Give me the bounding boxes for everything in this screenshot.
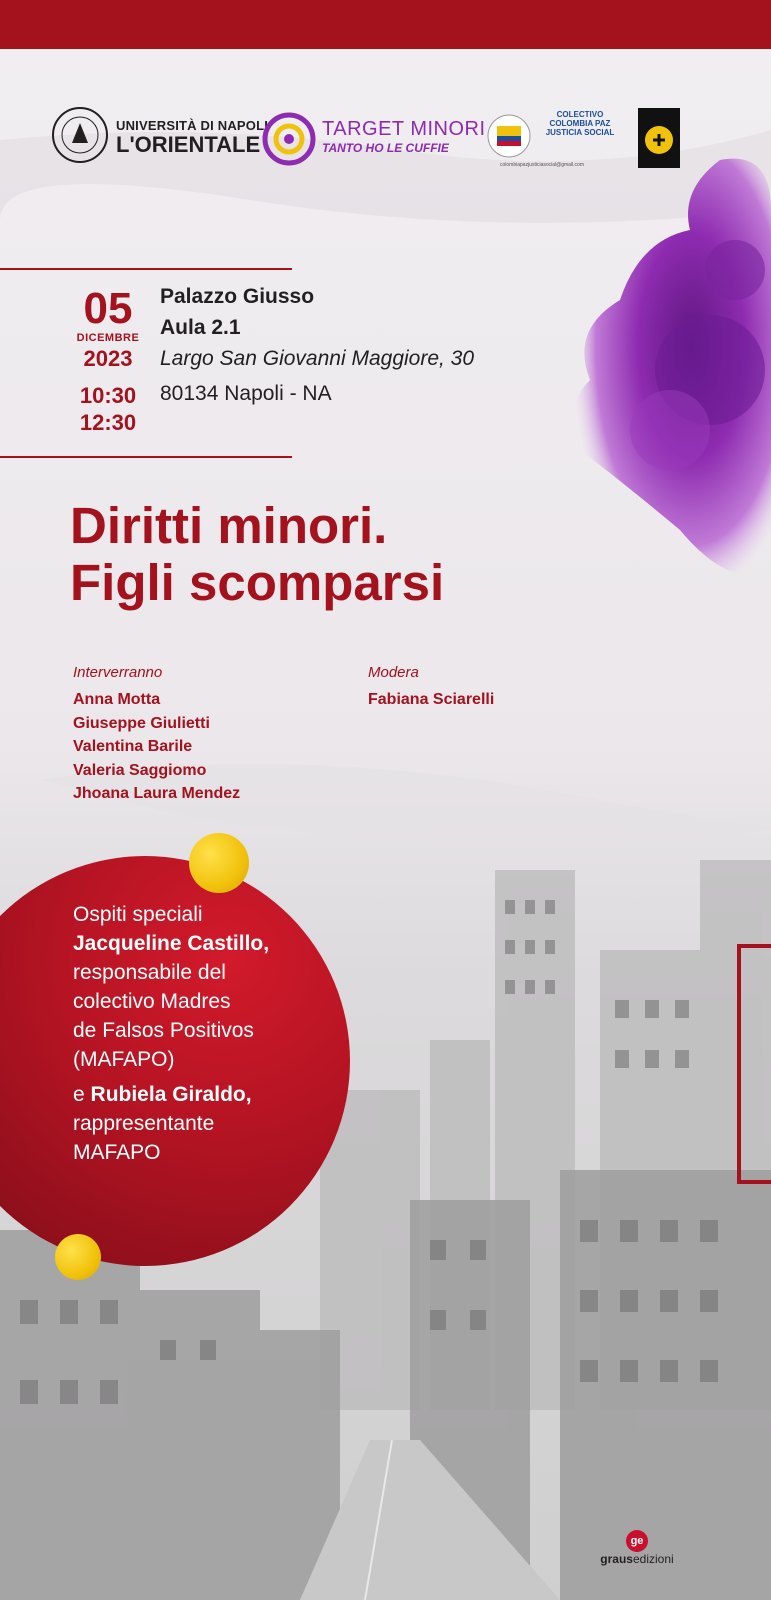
divider-top — [0, 268, 292, 270]
yellow-dot-bottom — [55, 1234, 101, 1280]
yellow-dot-top — [189, 833, 249, 893]
target-minori-icon — [262, 112, 316, 166]
guest2-line — [73, 1080, 333, 1109]
moderator-label: Modera — [368, 664, 419, 681]
event-address: Largo San Giovanni Maggiore, 30 — [160, 347, 475, 370]
event-day: 05 — [83, 284, 133, 333]
partner-logos — [0, 100, 771, 180]
target-minori-text — [322, 118, 486, 155]
guests-text — [73, 900, 333, 1167]
guest1-role: (MAFAPO) — [73, 1048, 175, 1071]
publisher-name: grausedizioni — [600, 1552, 674, 1566]
colectivo-line3: JUSTICIA SOCIAL — [545, 128, 615, 137]
target-line1: TARGET MINORI — [322, 118, 486, 140]
publisher-mark-icon: ge — [626, 1530, 648, 1552]
speakers-list — [73, 688, 240, 806]
orientale-logo-text — [116, 118, 268, 157]
guest1-name: Jacqueline Castillo, — [73, 932, 270, 955]
speaker-name: Valentina Barile — [73, 738, 193, 755]
orientale-line1: UNIVERSITÀ DI NAPOLI — [116, 118, 269, 133]
speaker-name: Jhoana Laura Mendez — [73, 785, 241, 802]
guests-intro: Ospiti speciali — [73, 903, 203, 926]
event-title — [70, 497, 444, 611]
speaker-name: Anna Motta — [73, 691, 161, 708]
guest2-role: rappresentante — [73, 1112, 215, 1135]
purple-ink-splash — [560, 150, 771, 600]
event-city: 80134 Napoli - NA — [160, 382, 332, 405]
guest2-name: Rubiela Giraldo, — [90, 1083, 252, 1106]
speaker-name: Giuseppe Giulietti — [73, 714, 210, 732]
title-line2: Figli scomparsi — [70, 554, 445, 611]
colectivo-text — [540, 110, 620, 137]
moderator-name: Fabiana Sciarelli — [368, 691, 495, 708]
event-time-start: 10:30 — [79, 383, 137, 408]
guest-conj: e — [73, 1083, 85, 1106]
event-time-end: 12:30 — [79, 410, 137, 435]
publisher-logo — [592, 1530, 682, 1566]
orientale-line2: L'ORIENTALE — [116, 132, 261, 157]
colectivo-line2: COLOMBIA PAZ — [549, 119, 611, 128]
guest2-role: MAFAPO — [73, 1141, 161, 1164]
event-room: Aula 2.1 — [160, 316, 241, 339]
guest1-role: de Falsos Positivos — [73, 1019, 254, 1042]
divider-bottom — [0, 456, 292, 458]
red-frame-accent — [737, 944, 771, 1184]
guest1-role: responsabile del — [73, 961, 226, 984]
title-line1: Diritti minori. — [70, 497, 388, 554]
event-year: 2023 — [83, 346, 133, 371]
event-month: DICEMBRE — [76, 332, 140, 344]
colectivo-line1: COLECTIVO — [556, 110, 604, 119]
guest1-role: colectivo Madres — [73, 990, 231, 1013]
colectivo-email: colombiapazjusticiasocial@gmail.com — [500, 162, 584, 168]
event-venue: Palazzo Giusso — [160, 285, 315, 308]
colectivo-flag-logo — [487, 114, 531, 158]
speakers-label: Interverranno — [73, 664, 163, 681]
black-badge-logo — [638, 108, 680, 168]
speaker-name: Valeria Saggiomo — [73, 761, 207, 779]
target-line2: TANTO HO LE CUFFIE — [322, 141, 449, 155]
orientale-seal-logo — [50, 105, 110, 165]
